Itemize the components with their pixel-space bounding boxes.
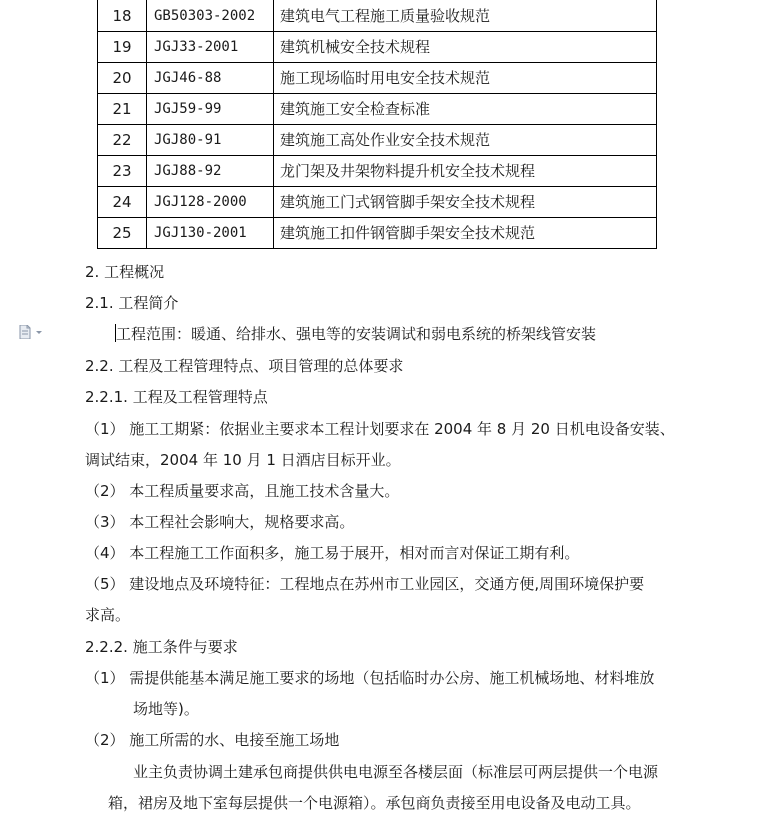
list-item: （2） 施工所需的水、电接至施工场地 xyxy=(85,731,340,749)
standard-number-cell: 21 xyxy=(98,94,147,125)
standard-number-cell: 23 xyxy=(98,156,147,187)
standard-name-cell: 建筑施工安全检查标准 xyxy=(274,94,657,125)
list-item: （5） 建设地点及环境特征：工程地点在苏州市工业园区，交通方便,周围环境保护要 xyxy=(85,575,645,593)
table-row xyxy=(98,0,657,32)
section-heading: 2. 工程概况 xyxy=(85,263,165,281)
table-row xyxy=(98,156,657,187)
subsection-heading: 2.2.1. 工程及工程管理特点 xyxy=(85,388,268,406)
table-row xyxy=(98,218,657,249)
subsection-heading: 2.1. 工程简介 xyxy=(85,294,179,312)
list-item: （4） 本工程施工工作面积多，施工易于展开，相对而言对保证工期有利。 xyxy=(85,544,580,562)
table-row xyxy=(98,187,657,218)
table-row xyxy=(98,125,657,156)
list-item: （1） 施工工期紧：依据业主要求本工程计划要求在 2004 年 8 月 20 日机电设备安装、 xyxy=(85,420,675,438)
standard-code-cell: JGJ128-2000 xyxy=(147,187,274,218)
standard-code-cell: GB50303-2002 xyxy=(147,0,274,32)
standard-number-cell: 24 xyxy=(98,187,147,218)
standard-number-cell: 25 xyxy=(98,218,147,249)
list-item-continuation: 求高。 xyxy=(85,606,131,624)
standard-name-cell: 施工现场临时用电安全技术规范 xyxy=(274,63,657,94)
standard-number-cell: 19 xyxy=(98,32,147,63)
standard-code-cell: JGJ33-2001 xyxy=(147,32,274,63)
standard-name-cell: 建筑电气工程施工质量验收规范 xyxy=(274,0,657,32)
scope-paragraph: 工程范围：暖通、给排水、强电等的安装调试和弱电系统的桥架线管安装 xyxy=(116,325,597,343)
standard-name-cell: 建筑施工门式钢管脚手架安全技术规程 xyxy=(274,187,657,218)
list-item: （2） 本工程质量要求高，且施工技术含量大。 xyxy=(85,482,400,500)
table-row xyxy=(98,94,657,125)
list-item-continuation: 调试结束，2004 年 10 月 1 日酒店目标开业。 xyxy=(85,451,401,469)
detail-paragraph-continuation: 箱，裙房及地下室每层提供一个电源箱）。承包商负责接至用电设备及电动工具。 xyxy=(108,794,641,812)
detail-paragraph: 业主负责协调土建承包商提供供电电源至各楼层面（标准层可两层提供一个电源 xyxy=(133,763,659,781)
standard-number-cell: 20 xyxy=(98,63,147,94)
standard-number-cell: 18 xyxy=(98,0,147,32)
table-row xyxy=(98,63,657,94)
document-icon[interactable] xyxy=(18,325,48,339)
standard-name-cell: 建筑施工高处作业安全技术规范 xyxy=(274,125,657,156)
list-item: （1） 需提供能基本满足施工要求的场地（包括临时办公房、施工机械场地、材料堆放 xyxy=(85,669,655,687)
standard-code-cell: JGJ59-99 xyxy=(147,94,274,125)
list-item: （3） 本工程社会影响大，规格要求高。 xyxy=(85,513,355,531)
standard-code-cell: JGJ130-2001 xyxy=(147,218,274,249)
standards-table xyxy=(97,0,657,249)
standard-code-cell: JGJ80-91 xyxy=(147,125,274,156)
list-item-continuation: 场地等)。 xyxy=(133,700,199,718)
standard-name-cell: 建筑施工扣件钢管脚手架安全技术规范 xyxy=(274,218,657,249)
subsection-heading: 2.2.2. 施工条件与要求 xyxy=(85,638,238,656)
standard-code-cell: JGJ46-88 xyxy=(147,63,274,94)
subsection-heading: 2.2. 工程及工程管理特点、项目管理的总体要求 xyxy=(85,357,404,375)
standard-number-cell: 22 xyxy=(98,125,147,156)
standard-name-cell: 建筑机械安全技术规程 xyxy=(274,32,657,63)
standard-code-cell: JGJ88-92 xyxy=(147,156,274,187)
standard-name-cell: 龙门架及井架物料提升机安全技术规程 xyxy=(274,156,657,187)
table-row xyxy=(98,32,657,63)
